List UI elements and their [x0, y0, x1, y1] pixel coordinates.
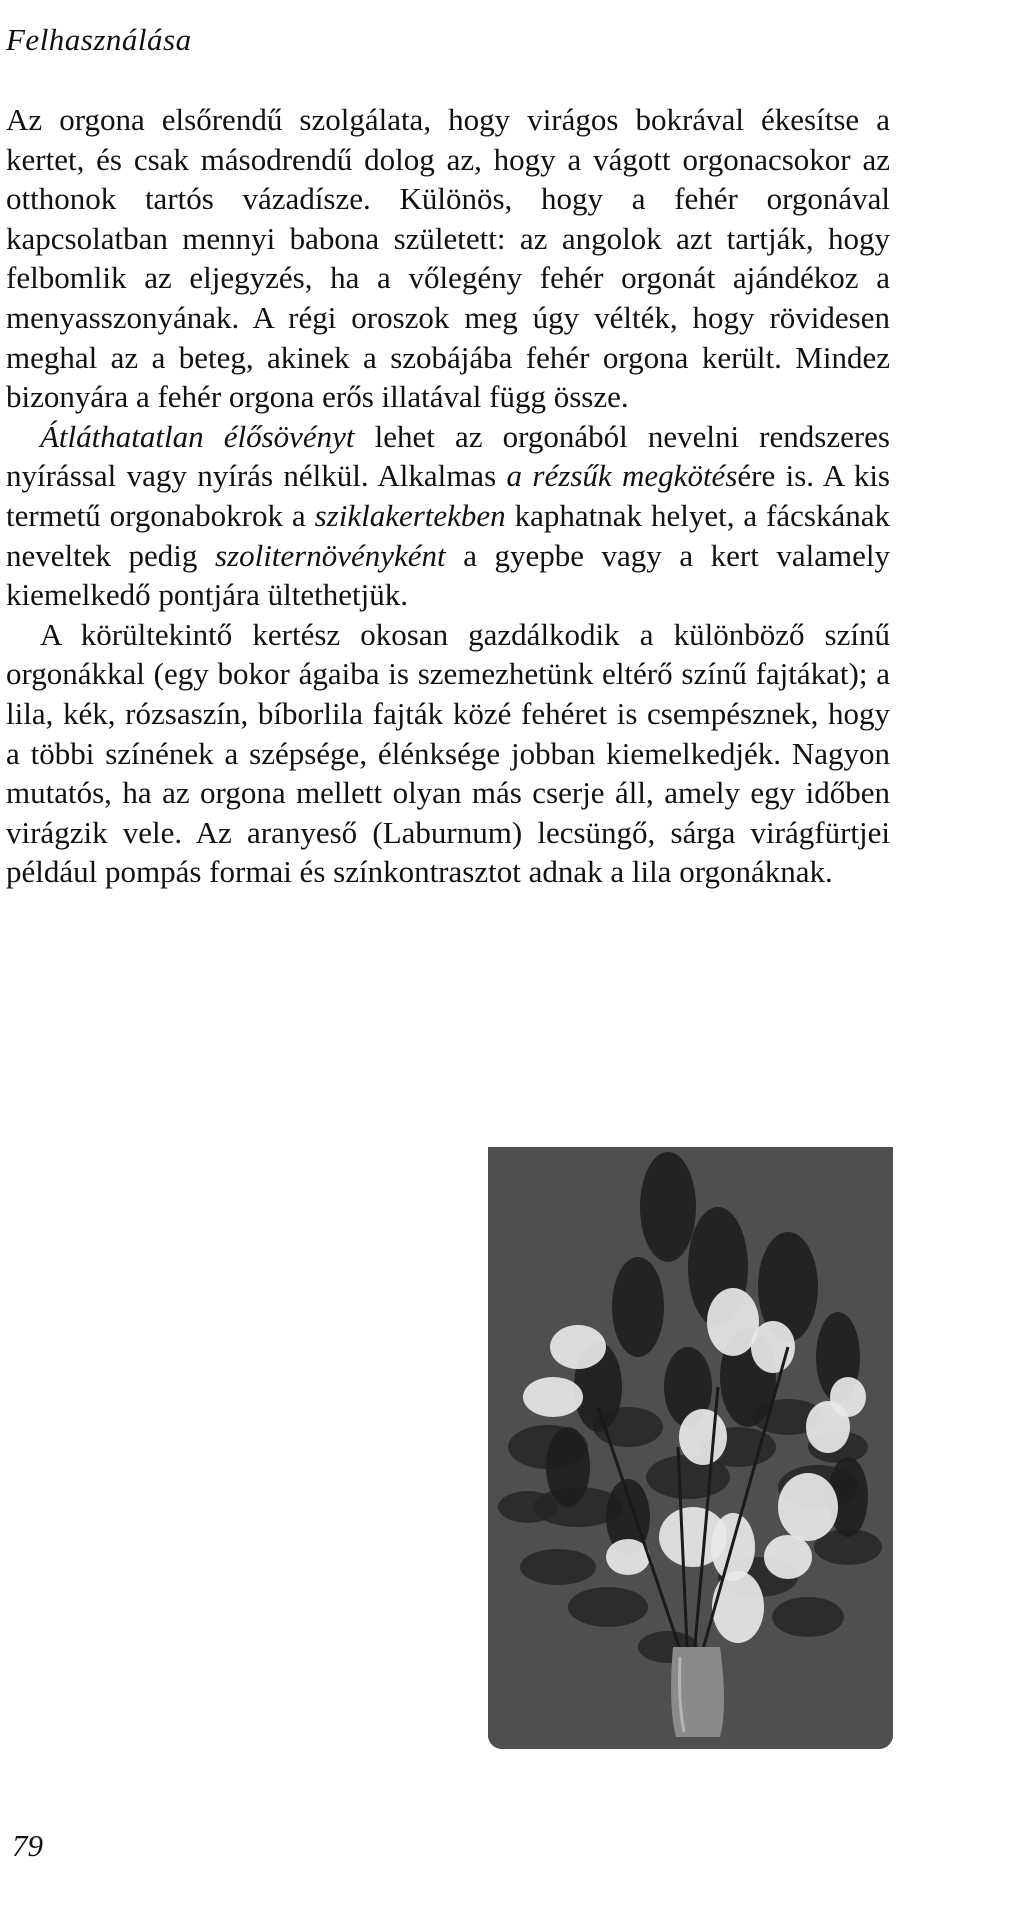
- italic-term: szoliternövényként: [214, 537, 446, 573]
- page-header: Felhasználása: [6, 22, 192, 57]
- text-run: lehet az orgonából nevelni rendszeres nyírással vagy nyírás nélkül. Alkalmas: [6, 418, 890, 494]
- white-lilac-cluster: [550, 1325, 606, 1369]
- text-run: ére is. A kis termetű orgonabokrok a: [6, 458, 890, 533]
- page-number: 79: [12, 1828, 43, 1863]
- white-lilac-cluster: [679, 1409, 727, 1465]
- text-run: Az orgona elsőrendű szolgálata, hogy virágos bokrával ékesítse a kertet, és csak másodrendű dolog az, hogy a vágott orgonacsokor az otthonok tartós vázadísze. Különös, hogy a fehér orgonával kapcsolatban mennyi babona született: az angolok azt tartják, hogy felbomlik az eljegyzés, ha a vőlegény fehér orgonát ajándékoz a menyasszonyának. A régi oroszok meg úgy vélték, hogy rövidesen meghal az a beteg, akinek a szobájába fehér orgona került. Mindez bizonyára a fehér orgona erős illatával függ össze.: [6, 102, 890, 415]
- body-text: [6, 100, 890, 892]
- white-lilac-cluster: [778, 1473, 838, 1541]
- dark-lilac-cluster: [546, 1427, 590, 1507]
- leaf-shape: [498, 1491, 558, 1523]
- paragraph-2: [6, 417, 890, 615]
- lilac-bouquet-illustration: [488, 1147, 893, 1749]
- paragraph-1: [6, 100, 890, 417]
- white-lilac-cluster: [830, 1377, 866, 1417]
- white-lilac-cluster: [764, 1535, 812, 1579]
- white-lilac-cluster: [712, 1571, 764, 1643]
- text-run: A körültekintő kertész okosan gazdálkodik a különböző színű orgonákkal (egy bokor ágaiba is szemezhetünk eltérő színű fajtákat); a lila, kék, rózsaszín, bíborlila fajták közé fehéret is csempésznek, hogy a többi színének a szépsége, élénksége jobban kiemelkedjék. Nagyon mutatós, ha az orgona mellett olyan más cserje áll, amely egy időben virágzik vele. Az aranyeső (Laburnum) lecsüngő, sárga virágfürtjei például pompás formai és színkontrasztot adnak a lila orgonáknak.: [6, 616, 890, 890]
- italic-term: sziklakertekben: [314, 497, 506, 533]
- text-run: a gyepbe vagy a kert valamely kiemelkedő pontjára ültethetjük.: [6, 537, 890, 613]
- lilac-bouquet-photo: [488, 1147, 893, 1749]
- italic-term: Átláthatatlan élősövényt: [40, 418, 355, 454]
- dark-lilac-cluster: [640, 1152, 696, 1262]
- leaf-shape: [568, 1587, 648, 1627]
- paragraph-3: [6, 615, 890, 892]
- white-lilac-cluster: [751, 1321, 795, 1373]
- italic-term: a rézsűk megkötés: [506, 458, 738, 494]
- leaf-shape: [772, 1597, 844, 1637]
- white-lilac-cluster: [523, 1377, 583, 1417]
- dark-lilac-cluster: [612, 1257, 664, 1357]
- leaf-shape: [520, 1549, 596, 1585]
- text-run: kaphatnak helyet, a fácskának neveltek pedig: [6, 497, 890, 573]
